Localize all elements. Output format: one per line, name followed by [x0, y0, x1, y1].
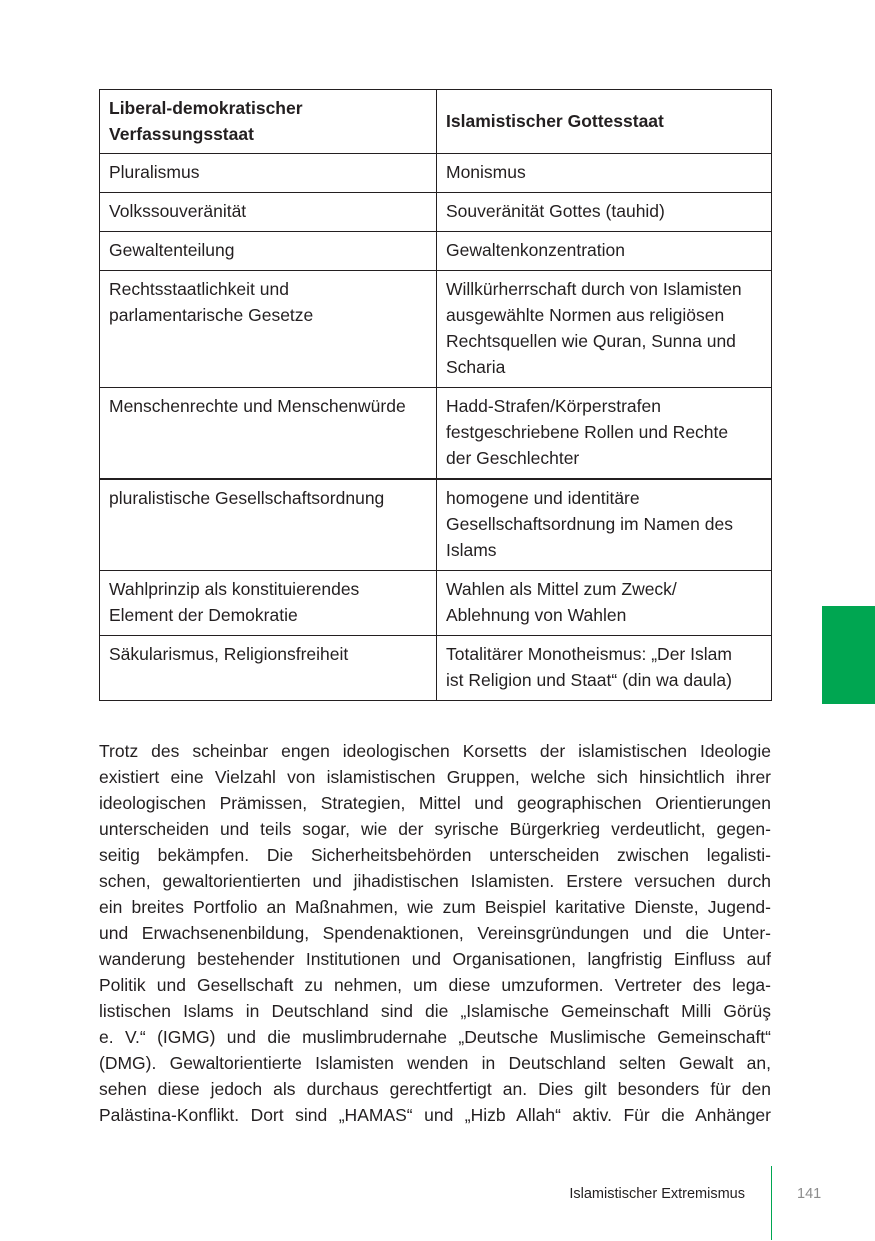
cell-line: Menschenrechte und Menschenwürde — [109, 396, 406, 416]
cell-line: der Geschlechter — [446, 448, 580, 468]
cell-line: Gesellschaftsordnung im Namen des — [446, 514, 733, 534]
header-line: Liberal-demokratischer — [109, 98, 303, 118]
paragraph-line: existiert eine Vielzahl von islamistischen Gruppen, welche sich hinsichtlich ihrer — [99, 767, 771, 787]
table-cell-right — [437, 193, 772, 232]
paragraph-line: wanderung bestehender Institutionen und Organisationen, langfristig Einfluss auf — [99, 949, 771, 969]
header-line: Verfassungsstaat — [109, 124, 254, 144]
table-cell-right — [437, 479, 772, 571]
table-cell-right — [437, 154, 772, 193]
cell-line: Monismus — [446, 162, 526, 182]
cell-line: parlamentarische Gesetze — [109, 305, 314, 325]
cell-line: Pluralismus — [109, 162, 200, 182]
cell-line: Element der Demokratie — [109, 605, 298, 625]
cell-line: Wahlen als Mittel zum Zweck/ — [446, 579, 677, 599]
table-cell-left — [100, 271, 437, 388]
paragraph-line: ideologischen Prämissen, Strategien, Mittel und geographischen Orientierungen — [99, 793, 771, 813]
table-header-row — [100, 90, 772, 154]
cell-line: ist Religion und Staat“ (din wa daula) — [446, 670, 732, 690]
cell-line: Gewaltenkonzentration — [446, 240, 625, 260]
paragraph-line: unterscheiden und teils sogar, wie der syrische Bürgerkrieg verdeutlicht, gegen- — [99, 819, 771, 839]
table-cell-left — [100, 571, 437, 636]
table-row — [100, 388, 772, 480]
paragraph-line: listischen Islams in Deutschland sind die „Islamische Gemeinschaft Milli Görüş — [99, 1001, 771, 1021]
paragraph-line: und Erwachsenenbildung, Spendenaktionen, Vereinsgründungen und die Unter- — [99, 923, 771, 943]
table-cell-left — [100, 636, 437, 701]
paragraph-line: schen, gewaltorientierten und jihadistischen Islamisten. Erstere versuchen durch — [99, 871, 771, 891]
table-row — [100, 271, 772, 388]
table-cell-left — [100, 479, 437, 571]
body-paragraph — [99, 738, 771, 1128]
chapter-marker-tab — [822, 606, 875, 704]
table-cell-left — [100, 154, 437, 193]
table-cell-right — [437, 636, 772, 701]
paragraph-line: seitig bekämpfen. Die Sicherheitsbehörden unterscheiden zwischen legalisti- — [99, 845, 771, 865]
comparison-table — [99, 89, 772, 701]
cell-line: festgeschriebene Rollen und Rechte — [446, 422, 729, 442]
table-row — [100, 232, 772, 271]
cell-line: Hadd-Strafen/Körperstrafen — [446, 396, 661, 416]
table-row — [100, 571, 772, 636]
table-cell-left — [100, 388, 437, 480]
paragraph-line: e. V.“ (IGMG) und die muslimbrudernahe „Deutsche Muslimische Gemeinschaft“ — [99, 1027, 771, 1047]
header-line: Islamistischer Gottesstaat — [446, 111, 664, 131]
page-number: 141 — [797, 1186, 822, 1202]
footer-divider — [771, 1166, 772, 1240]
table-cell-right — [437, 271, 772, 388]
cell-line: pluralistische Gesellschaftsordnung — [109, 488, 385, 508]
cell-line: homogene und identitäre — [446, 488, 640, 508]
table-cell-right — [437, 232, 772, 271]
paragraph-line: Politik und Gesellschaft zu nehmen, um diese umzuformen. Vertreter des lega- — [99, 975, 771, 995]
cell-line: Scharia — [446, 357, 506, 377]
paragraph-line: Palästina-Konflikt. Dort sind „HAMAS“ und „Hizb Allah“ aktiv. Für die Anhänger — [99, 1105, 771, 1125]
table-cell-right — [437, 388, 772, 480]
paragraph-line: (DMG). Gewaltorientierte Islamisten wenden in Deutschland selten Gewalt an, — [99, 1053, 771, 1073]
table-cell-left — [100, 232, 437, 271]
cell-line: Gewaltenteilung — [109, 240, 235, 260]
cell-line: Ablehnung von Wahlen — [446, 605, 627, 625]
cell-line: Wahlprinzip als konstituierendes — [109, 579, 360, 599]
table-row — [100, 636, 772, 701]
header-liberal-democratic — [100, 90, 437, 154]
cell-line: Rechtsquellen wie Quran, Sunna und — [446, 331, 736, 351]
cell-line: Souveränität Gottes (tauhid) — [446, 201, 665, 221]
table-row — [100, 193, 772, 232]
footer-chapter-title: Islamistischer Extremismus — [569, 1186, 745, 1202]
cell-line: Islams — [446, 540, 497, 560]
cell-line: Rechtsstaatlichkeit und — [109, 279, 289, 299]
table-row — [100, 479, 772, 571]
cell-line: Totalitärer Monotheismus: „Der Islam — [446, 644, 732, 664]
table-row — [100, 154, 772, 193]
cell-line: Willkürherrschaft durch von Islamisten — [446, 279, 742, 299]
paragraph-line: sehen diese jedoch als durchaus gerechtfertigt an. Dies gilt besonders für den — [99, 1079, 771, 1099]
cell-line: Volkssouveränität — [109, 201, 247, 221]
table-cell-left — [100, 193, 437, 232]
cell-line: Säkularismus, Religionsfreiheit — [109, 644, 349, 664]
paragraph-line: Trotz des scheinbar engen ideologischen Korsetts der islamistischen Ideologie — [99, 741, 771, 761]
header-islamist-state — [437, 90, 772, 154]
table-cell-right — [437, 571, 772, 636]
cell-line: ausgewählte Normen aus religiösen — [446, 305, 725, 325]
paragraph-line: ein breites Portfolio an Maßnahmen, wie zum Beispiel karitative Dienste, Jugend- — [99, 897, 771, 917]
